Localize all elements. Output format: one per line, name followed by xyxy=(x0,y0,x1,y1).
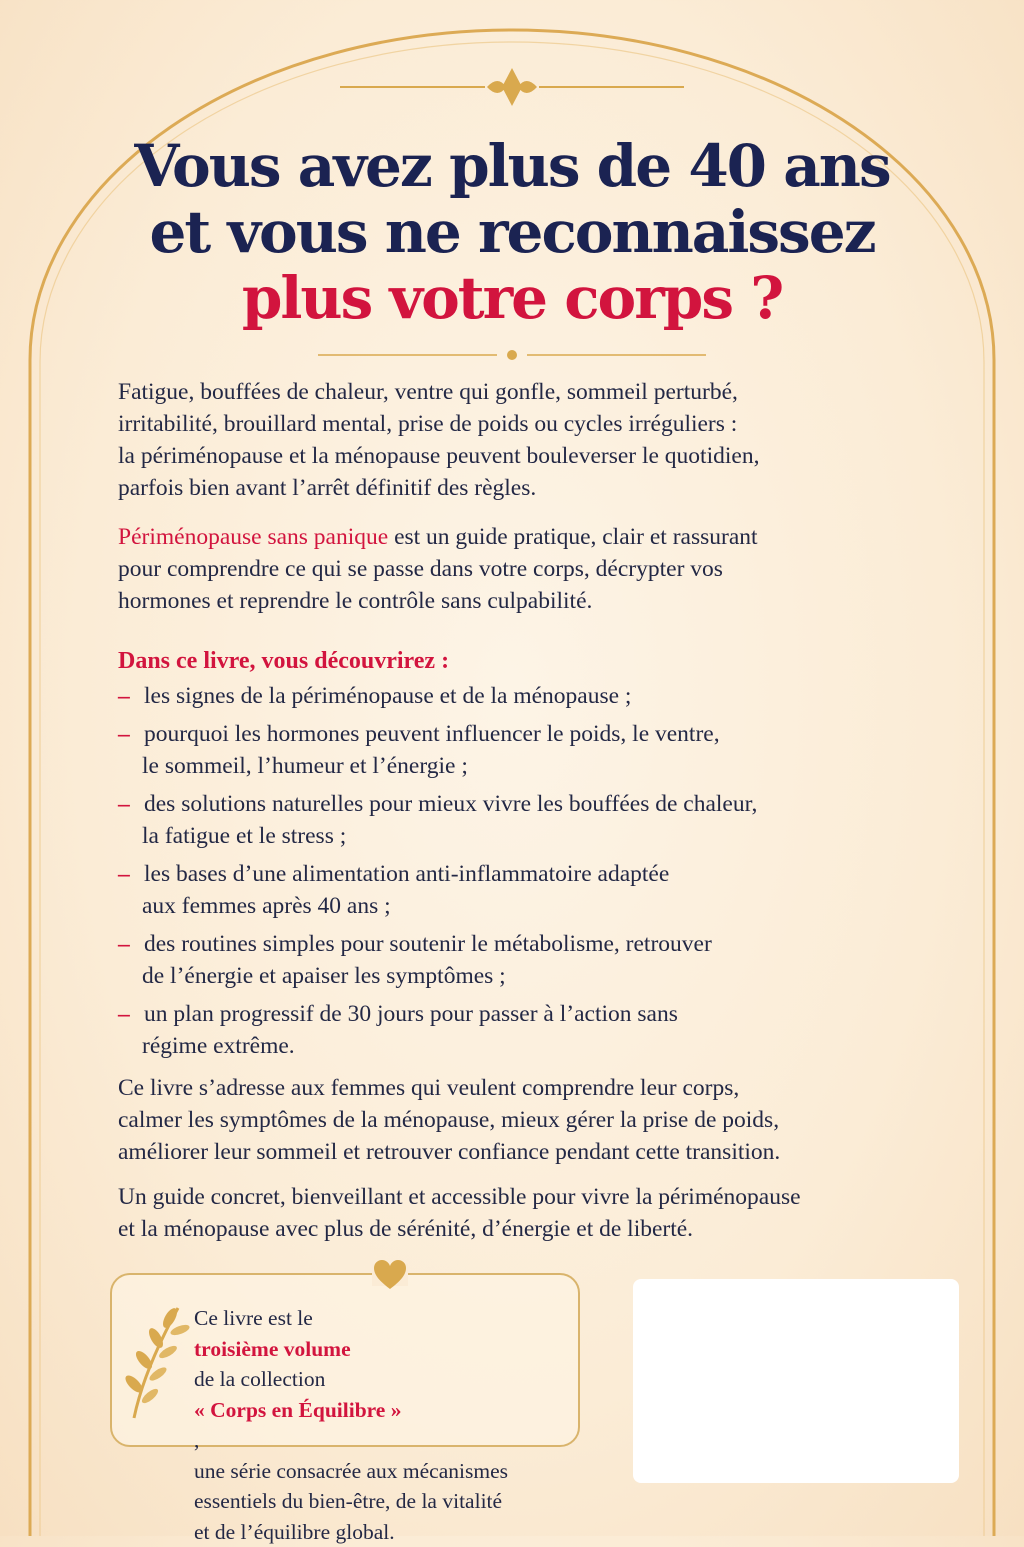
dash-bullet: – xyxy=(118,683,130,709)
guide-line-rest: est un guide pratique, clair et rassurant xyxy=(388,524,758,550)
title-line-3: plus votre corps ? xyxy=(241,264,783,332)
top-ornament-icon xyxy=(340,68,684,106)
intro-line: Fatigue, bouffées de chaleur, ventre qui gonfle, sommeil perturbé, xyxy=(118,379,738,405)
book-title: Périménopause sans panique xyxy=(118,524,389,550)
audience-line: améliorer leur sommeil et retrouver confiance pendant cette transition. xyxy=(118,1139,781,1165)
list-item: – les signes de la périménopause et de la ménopause ; xyxy=(118,680,918,712)
closing-paragraph xyxy=(118,1181,918,1245)
list-item: – des routines simples pour soutenir le métabolisme, retrouver de l’énergie et apaiser les symptômes ; xyxy=(118,928,918,992)
intro-line: parfois bien avant l’arrêt définitif des règles. xyxy=(118,475,537,501)
benefits-list xyxy=(118,680,918,1068)
dash-bullet: – xyxy=(118,861,130,887)
guide-paragraph xyxy=(118,521,918,617)
title-line-1: Vous avez plus de 40 ans xyxy=(134,132,890,200)
intro-line: la périménopause et la ménopause peuvent bouleverser le quotidien, xyxy=(118,443,760,469)
list-item: – un plan progressif de 30 jours pour passer à l’action sans régime extrême. xyxy=(118,998,918,1062)
laurel-icon xyxy=(120,1300,190,1420)
audience-line: calmer les symptômes de la ménopause, mieux gérer la prise de poids, xyxy=(118,1107,780,1133)
dash-bullet: – xyxy=(118,931,130,957)
guide-line: pour comprendre ce qui se passe dans votre corps, décrypter vos xyxy=(118,556,723,582)
collection-name: « Corps en Équilibre » xyxy=(194,1397,402,1422)
list-heading: Dans ce livre, vous découvrirez : xyxy=(118,648,450,674)
collection-text: Ce livre est le troisième volume de la collection « Corps en Équilibre » , une série consacrée aux mécanismes essentiels du bien-être, de la vitalité et de l’équilibre global. xyxy=(194,1306,508,1544)
intro-paragraph xyxy=(118,376,918,504)
list-item: – pourquoi les hormones peuvent influencer le poids, le ventre, le sommeil, l’humeur et l’énergie ; xyxy=(118,718,918,782)
list-item: – des solutions naturelles pour mieux vivre les bouffées de chaleur, la fatigue et le stress ; xyxy=(118,788,918,852)
dash-bullet: – xyxy=(118,791,130,817)
dash-bullet: – xyxy=(118,721,130,747)
guide-line: hormones et reprendre le contrôle sans culpabilité. xyxy=(118,588,593,614)
title-divider-icon xyxy=(318,350,706,360)
audience-line: Ce livre s’adresse aux femmes qui veulent comprendre leur corps, xyxy=(118,1075,740,1101)
title-line-2: et vous ne reconnaissez xyxy=(149,198,875,266)
volume-highlight: troisième volume xyxy=(194,1336,351,1361)
intro-line: irritabilité, brouillard mental, prise de poids ou cycles irréguliers : xyxy=(118,411,738,437)
dash-bullet: – xyxy=(118,1001,130,1027)
page-title xyxy=(0,133,1024,331)
audience-paragraph xyxy=(118,1072,918,1168)
list-item: – les bases d’une alimentation anti-inflammatoire adaptée aux femmes après 40 ans ; xyxy=(118,858,918,922)
guide-line xyxy=(118,521,918,553)
closing-line: et la ménopause avec plus de sérénité, d’énergie et de liberté. xyxy=(118,1216,694,1242)
barcode-placeholder xyxy=(633,1279,959,1483)
heart-icon xyxy=(372,1258,408,1292)
closing-line: Un guide concret, bienveillant et accessible pour vivre la périménopause xyxy=(118,1184,801,1210)
